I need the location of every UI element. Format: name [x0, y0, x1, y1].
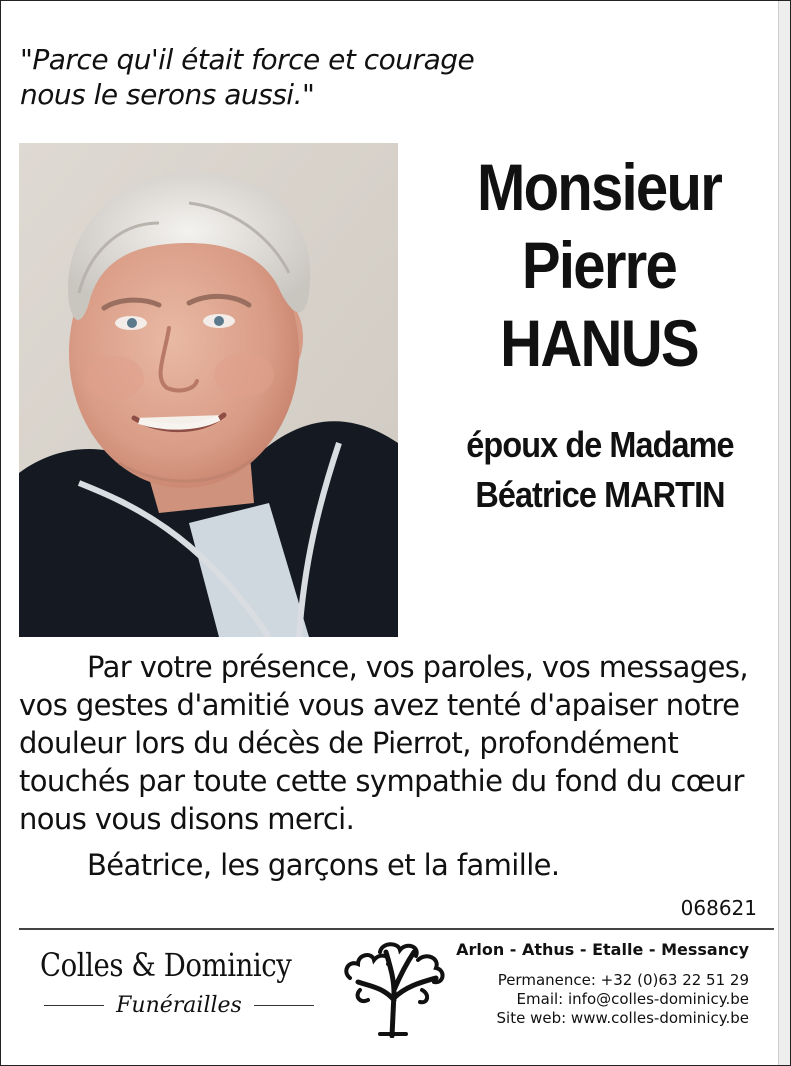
funeral-home-phone: Permanence: +32 (0)63 22 51 29: [497, 971, 749, 989]
funeral-home-towns: Arlon - Athus - Etalle - Messancy: [456, 940, 749, 959]
spouse-line-1: époux de Madame: [466, 424, 734, 465]
name-last: HANUS: [500, 306, 698, 380]
spouse-line-2: Béatrice MARTIN: [475, 474, 725, 515]
funeral-home-subtitle: Funérailles: [116, 992, 242, 1018]
message-paragraph: Par votre présence, vos paroles, vos messages, vos gestes d'amitié vous avez tenté d'apaiser notre douleur lors du décès de Pierrot, profondément touchés par toute cette sympathie du fond du cœur nous vous disons merci.: [19, 650, 748, 836]
quote-line-1: "Parce qu'il était force et courage: [20, 43, 475, 76]
funeral-home-website: Site web: www.colles-dominicy.be: [496, 1009, 749, 1027]
funeral-home-email: Email: info@colles-dominicy.be: [516, 990, 749, 1008]
quote-line-2: nous le serons aussi.": [20, 78, 315, 111]
message-signature: Béatrice, les garçons et la famille.: [87, 848, 560, 882]
name-first: Pierre: [521, 228, 677, 302]
reference-number: 068621: [680, 896, 757, 920]
name-title: Monsieur: [476, 150, 722, 224]
funeral-home-name: Colles & Dominicy: [40, 946, 292, 984]
